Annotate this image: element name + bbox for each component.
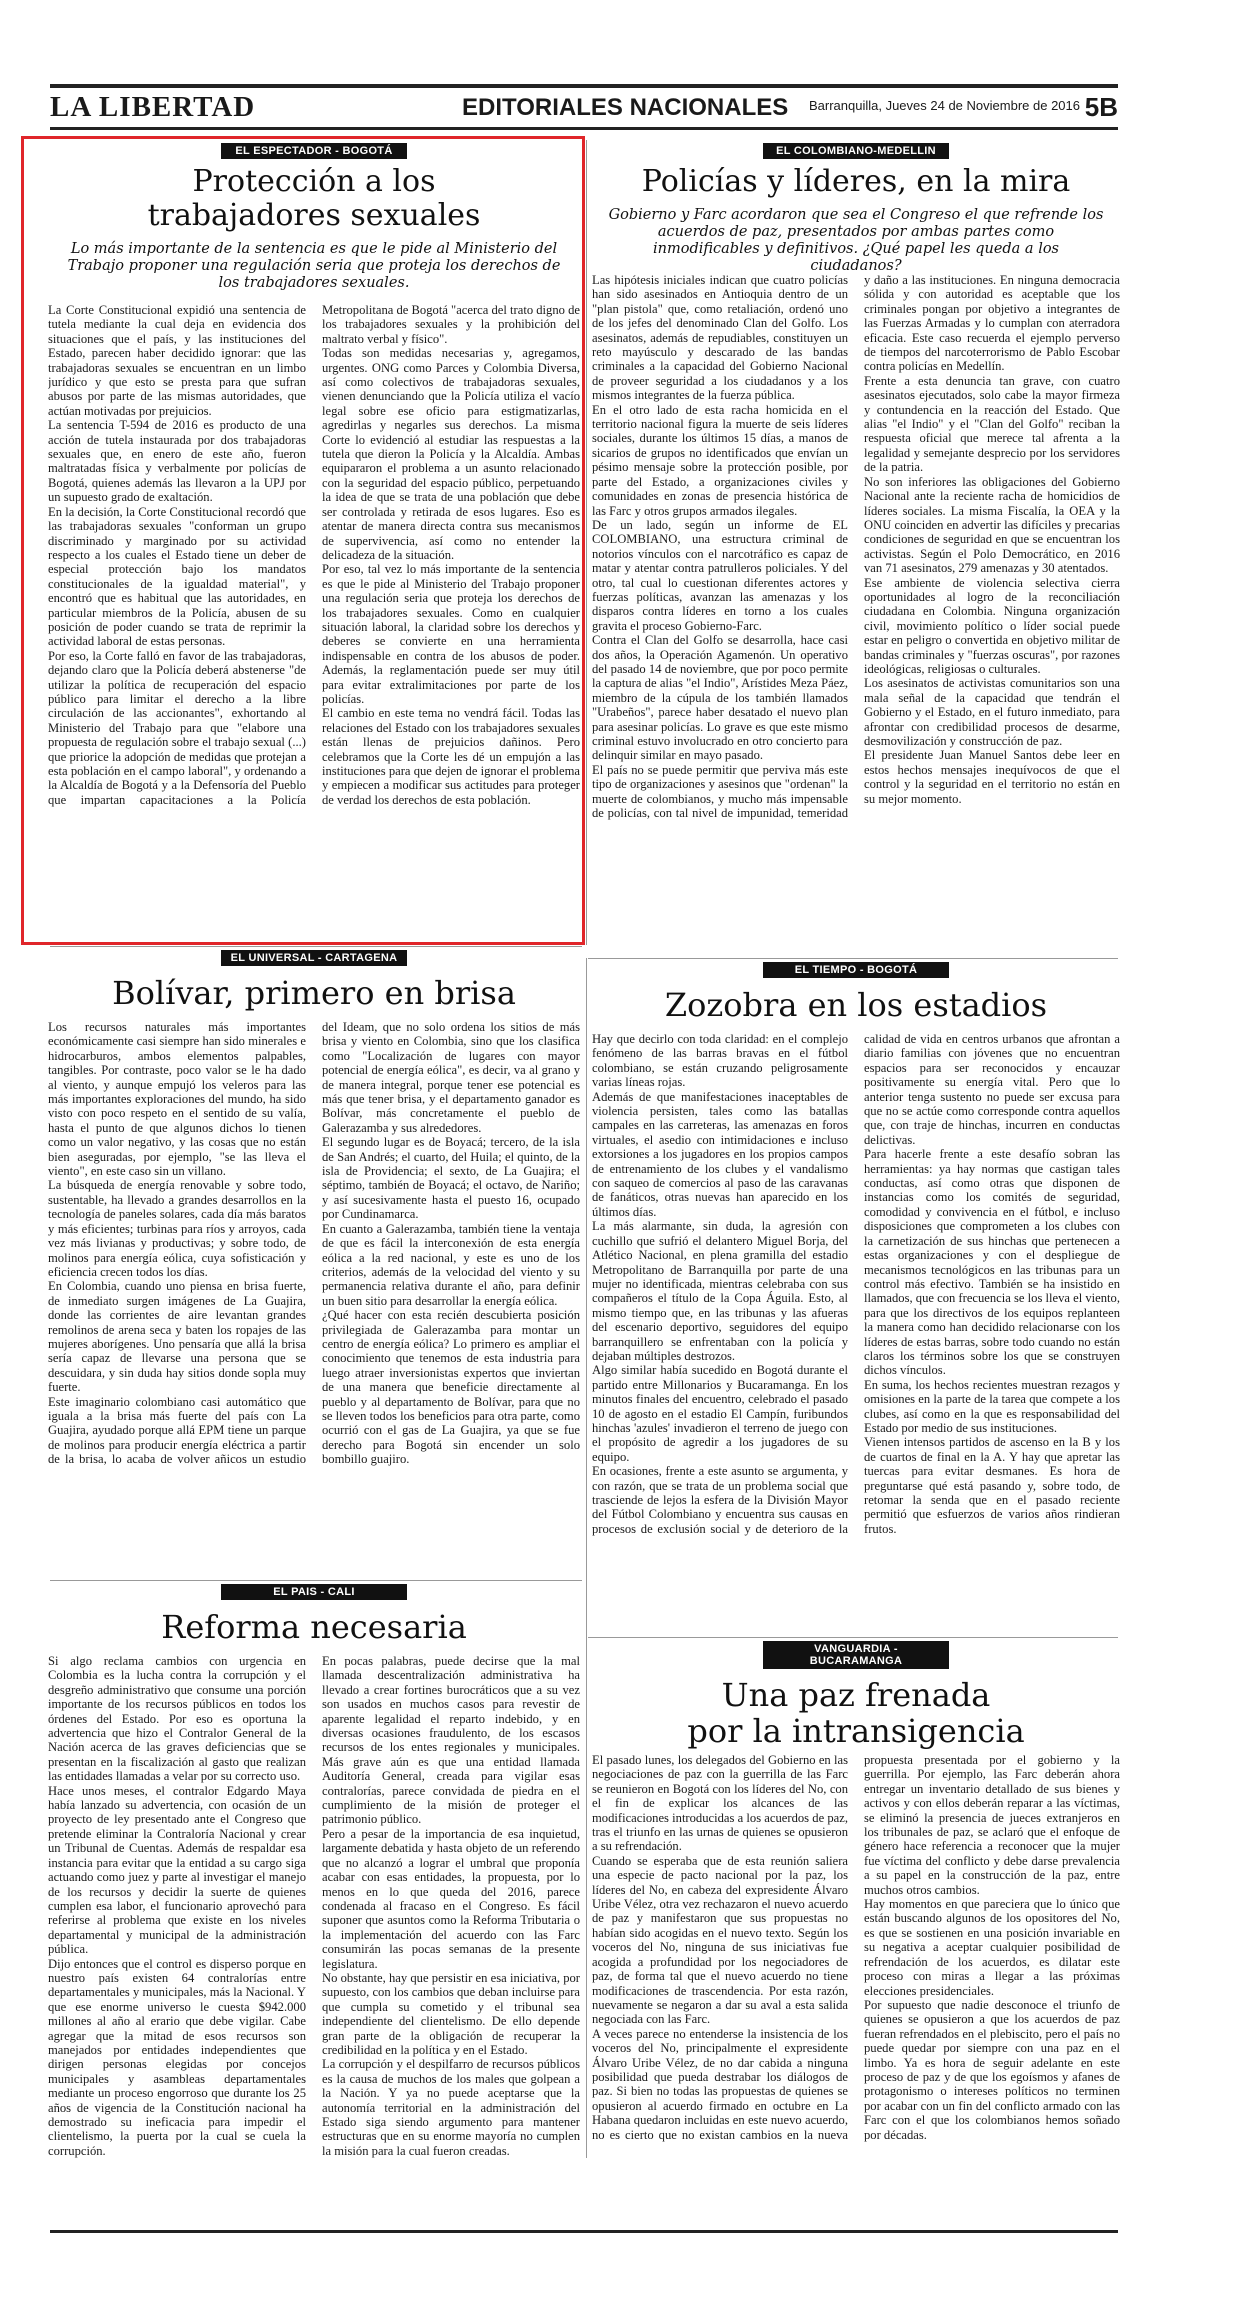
body-paragraph: Frente a esta denuncia tan grave, con cuatro asesinatos ejecutados, solo cabe la mayor firmeza y contundencia en la reacción del Estado. Que alias "el Indio" y el "Clan del Golfo" reciban la respuesta oficial que merece tal afrenta a la legalidad y semejante desprecio por los servidores de la patria. xyxy=(864,373,1120,475)
article-espectador xyxy=(48,143,580,938)
issue-date: Barranquilla, Jueves 24 de Noviembre de 2016 xyxy=(808,98,1080,113)
body-paragraph: No son inferiores las obligaciones del Gobierno Nacional ante la reciente racha de homicidios de líderes sociales. La misma Fiscalía, la OEA y la ONU coinciden en advertir las difíciles y precarias condiciones de seguridad en que se encuentran los activistas. Según el Polo Democrático, en 2016 van 71 asesinatos, 279 amenazas y 30 atentados. xyxy=(864,474,1120,576)
section-divider xyxy=(50,946,582,947)
newspaper-name: LA LIBERTAD xyxy=(50,91,256,123)
page-number: 5B xyxy=(1084,92,1118,122)
body-paragraph: Ese ambiente de violencia selectiva cierra oportunidades al logro de la reconciliación ciudadana en Colombia. Ninguna organización civil, movimiento político o líder social puede estar en peligro o convertida en objetivo militar de bandas criminales y "fuerzas oscuras", por razones ideológicas, religiosas o culturales. xyxy=(864,575,1120,676)
body-paragraph: La corrupción y el despilfarro de recursos públicos es la causa de muchos de los males que golpean a la Nación. Y ya no puede aceptarse que la autonomía territorial en la administración del Estado siga siendo argumento para mantener estructuras que en su enorme mayoría no cumplen la misión para la cual fueron creadas. xyxy=(322,2057,580,2158)
column-divider xyxy=(586,958,587,2158)
body-paragraph: Hay momentos en que pareciera que lo único que están buscando algunos de los opositores del No, es que se sostienen en una posición invariable en su negativa a aceptar cualquier posibilidad de refrendación de los acuerdos, es dilatar este proceso con miras a llegar a las próximas elecciones presidenciales. xyxy=(864,1897,1120,1998)
body-paragraph: Vienen intensos partidos de ascenso en la B y los de cuartos de final en la A. Y hay que apretar las tuercas para evitar desmanes. Es hora de preguntarse qué está pasando y, sobre todo, de retomar la senda que en el pasado reciente permitió que esfuerzos de varios años rindieran frutos. xyxy=(864,1435,1120,1536)
source-tag: EL ESPECTADOR - BOGOTÁ xyxy=(221,143,407,159)
body-paragraph: La búsqueda de energía renovable y sobre todo, sustentable, ha llevado a grandes desarrollos en la tecnología de paneles solares, cada día más baratos y más eficientes; turbinas para ríos y arroyos, cada vez más livianas y productivas; y sobre todo, de molinos para energía eólica, cuya sofisticación y eficiencia crecen todos los días. xyxy=(48,1178,306,1279)
body-paragraph: En cuanto a Galerazamba, también tiene la ventaja de que es fácil la interconexión de esta energía eólica a la red nacional, y este es uno de los criterios, además de la velocidad del viento y su permanencia relativa durante el año, para definir un buen sitio para desarrollar la energía eólica. xyxy=(322,1221,580,1308)
body-paragraph: En el otro lado de esta racha homicida en el territorio nacional figura la muerte de seis líderes sociales, durante los últimos 15 días, a manos de sicarios de grupos no identificados que envían un pésimo mensaje sobre la protección posible, por parte del Estado, a organizaciones civiles y comunidades en zonas de presencia histórica de las Farc y otros grupos armados ilegales. xyxy=(592,402,848,518)
section-title: EDITORIALES NACIONALES xyxy=(462,94,789,121)
body-paragraph: En Colombia, cuando uno piensa en brisa fuerte, de inmediato surgen imágenes de La Guajira, donde las corrientes de aire levantan grandes remolinos de arena seca y baten los ropajes de las mujeres aborígenes. Uno pensaría que allá la brisa sería capaz de llevarse una persona que se descuidara, y sin duda hay sitios donde sopla muy fuerte. xyxy=(48,1279,306,1395)
article-body xyxy=(592,1032,1120,1632)
source-tag: EL TIEMPO - BOGOTÁ xyxy=(763,962,949,978)
body-paragraph: En la decisión, la Corte Constitucional recordó que las trabajadoras sexuales "conforman un grupo discriminado y marginado por su actividad respecto a los cuales el Estado tiene un deber de especial protección bajo los mandatos constitucionales de la igualdad material", y encontró que es habitual que las autoridades, en particular miembros de la Policía, abusen de su posición de poder cuando se trata de reprimir la actividad laboral de estas personas. xyxy=(48,504,306,649)
body-paragraph: Hay que decirlo con toda claridad: en el complejo fenómeno de las barras bravas en el fútbol colombiano, se están cruzando peligrosamente varias líneas rojas. xyxy=(592,1032,848,1090)
article-headline: Reforma necesaria xyxy=(161,1608,467,1646)
article-vanguardia xyxy=(592,1641,1120,2228)
body-paragraph: A veces parece no entenderse la insistencia de los voceros del No, principalmente el expresidente Álvaro Uribe Vélez, de no dar cabida a ninguna posibilidad que pueda destrabar los diálogos de paz. Si bien no todas las propuestas de quienes se opusieron al acuerdo firmado en octubre en La Habana quedaron incluidas en este nuevo acuerdo, no es cierto que no existan cambios en la nueva propuesta presentada por el gobierno y la guerrilla. Por ejemplo, las Farc deberán ahora entregar un inventario detallado de sus bienes y activos y con ellos deberán reparar a las víctimas, se eliminó la presencia de jueces extranjeros en los tribunales de paz, se aclaró que el enfoque de género hace referencia a reconocer que la mujer fue víctima del conflicto y debe darse prevalencia a su papel en la construcción de la paz, entre muchos otros cambios. xyxy=(592,1753,1120,2142)
body-paragraph: El presidente Juan Manuel Santos debe leer en estos hechos mensajes inequívocos de que el control y la seguridad en el territorio no están en su mejor momento. xyxy=(864,748,1120,806)
body-paragraph: La sentencia T-594 de 2016 es producto de una acción de tutela instaurada por dos trabajadoras sexuales que, en enero de este año, fueron maltratadas física y verbalmente por policías de Bogotá, quienes además las llevaron a la UPJ por un supuesto grado de exaltación. xyxy=(48,418,306,505)
body-paragraph: Cuando se esperaba que de esta reunión saliera una especie de pacto nacional por la paz, los líderes del No, en cabeza del expresidente Álvaro Uribe Vélez, otra vez rechazaron el nuevo acuerdo de paz y manifestaron que sus propuestas no habían sido acogidas en el nuevo texto. Según los voceros del No, ninguna de sus iniciativas fue acogida a profundidad por los negociadores de paz, de forma tal que el nuevo acuerdo no tiene modificaciones de trascendencia. Por esta razón, nuevamente se negaron a dar su aval a esta salida negociada con las Farc. xyxy=(592,1853,848,2027)
bottom-rule xyxy=(50,2230,1118,2233)
body-paragraph: En ocasiones, frente a este asunto se argumenta, y con razón, que se trata de un problema social que trasciende de lejos la esfera de la División Mayor del Fútbol Colombiano y encuentra sus causas en procesos de exclusión social y de deterioro de la calidad de vida en centros urbanos que afrontan a diario familias con jóvenes que no encuentran espacios para ser reconocidos y encauzar positivamente su energía vital. Pero que lo anterior tenga sustento no puede ser excusa para que no se actúe como corresponde contra aquellos que, con traje de hinchas, incurren en conductas delictivas. xyxy=(592,1032,1120,1536)
body-paragraph: Por eso, la Corte falló en favor de las trabajadoras, dejando claro que la Policía deberá abstenerse "de utilizar la política de recuperación del espacio público para limitar el derecho a la libre circulación de las accionantes", exhortando al Ministerio del Trabajo para que "elabore una propuesta de regulación sobre el trabajo sexual (...) que priorice la adopción de medidas que protejan a esta población en el campo laboral", y ordenando a la Alcaldía de Bogotá y a la Defensoría del Pueblo que impartan capacitaciones a la Policía Metropolitana de Bogotá "acerca del trato digno de los trabajadores sexuales y la prohibición del maltrato verbal y físico". xyxy=(48,303,580,807)
source-tag: EL UNIVERSAL - CARTAGENA xyxy=(221,950,407,966)
source-tag: EL COLOMBIANO-MEDELLIN xyxy=(763,143,949,159)
source-tag: VANGUARDIA - BUCARAMANGA xyxy=(763,1641,949,1669)
body-paragraph: Hace unos meses, el contralor Edgardo Maya había lanzado su advertencia, con ocasión de un proyecto de ley presentado ante el Congreso que pretende eliminar la Contraloría Nacional y crear un Tribunal de Cuentas. Además de respaldar esa instancia para evitar que la entidad a su cargo siga actuando como juez y parte al investigar el manejo de los recursos y decidir la suerte de quienes cumplen esa labor, el funcionario aprovechó para referirse al problema que existe en los niveles departamental y municipal de la administración pública. xyxy=(48,1783,306,1957)
body-paragraph: La Corte Constitucional expidió una sentencia de tutela mediante la cual deja en evidencia dos situaciones que el país, y las instituciones del Estado, parecen haber decidido ignorar: que las trabajadoras sexuales se encuentran en un limbo jurídico y que esto se presta para que sufran abusos por parte de las mismas autoridades, que actúan motivadas por prejuicios. xyxy=(48,303,306,418)
body-paragraph: La más alarmante, sin duda, la agresión con cuchillo que sufrió el delantero Miguel Borja, del Atlético Nacional, en plena gramilla del estadio Metropolitano de Barranquilla por parte de una mujer no identificada, mientras celebraba con sus compañeros el título de la Copa Águila. Esto, al mismo tiempo que, en las tribunas y las afueras del escenario deportivo, seguidores del equipo barranquillero se enfrentaban con la policía y dejaban múltiples destrozos. xyxy=(592,1219,848,1363)
body-paragraph: En suma, los hechos recientes muestran rezagos y omisiones en la parte de la tarea que compete a los clubes, así como en la que es responsabilidad del Estado por medio de sus instituciones. xyxy=(864,1377,1120,1435)
article-headline: Una paz frenada por la intransigencia xyxy=(687,1676,1025,1750)
article-colombiano xyxy=(592,143,1120,948)
body-paragraph: Para hacerle frente a este desafío sobran las herramientas: ya hay normas que castigan tales conductas, así como otras que disponen de instancias como los comités de seguridad, comodidad y convivencia en el fútbol, e incluso disposiciones que comprometen a los clubes con la carnetización de sus hinchas que pertenecen a estas organizaciones y con el despliegue de mecanismos tecnológicos en las tribunas para un control más efectivo. También se ha insistido en llamados, que con frecuencia se los lleva el viento, para que los directivos de los equipos replanteen la manera como han decidido relacionarse con los líderes de estas barras, sobre todo cuando no están claros los términos sobre los que se construyen dichos vínculos. xyxy=(864,1147,1120,1378)
article-body xyxy=(592,1753,1120,2228)
body-paragraph: Las hipótesis iniciales indican que cuatro policías han sido asesinados en Antioquia dentro de un "plan pistola" que, como retaliación, ordenó uno de los jefes del denominado Clan del Golfo. Los asesinatos, además de repudiables, constituyen un reto mayúsculo y descarado de las bandas criminales a la capacidad del Gobierno Nacional de proveer seguridad a los ciudadanos y a los mismos integrantes de la fuerza pública. xyxy=(592,273,848,403)
article-headline: Zozobra en los estadios xyxy=(664,986,1048,1024)
body-paragraph: ¿Qué hacer con esta recién descubierta posición privilegiada de Galerazamba para montar un centro de energía eólica? Lo primero es ampliar el conocimiento que tenemos de esta industria para luego atraer inversionistas expertos que inviertan de una manera que beneficie directamente al pueblo y al departamento de Bolívar, para que no se lleven todos los beneficios para otra parte, como ocurrió con el gas de La Guajira, ya que se fue derecho para Bogotá sin encender un solo bombillo guajiro. xyxy=(322,1308,580,1467)
body-paragraph: Por supuesto que nadie desconoce el triunfo de quienes se opusieron a que los acuerdos de paz fueran refrendados en el plebiscito, pero el país no puede quedar por siempre con una paz en el limbo. Ya es hora de seguir adelante en este proceso de paz y de que los egoísmos y afanes de protagonismo o intereses políticos no terminen por acabar con un fin del conflicto armado con las Farc con el que los colombianos hemos soñado por décadas. xyxy=(864,1997,1120,2142)
body-paragraph: No obstante, hay que persistir en esa iniciativa, por supuesto, con los cambios que deban incluirse para que cumpla su cometido y el tribunal sea independiente del clientelismo. De ello depende gran parte de la obligación de recuperar la credibilidad en la política y en el Estado. xyxy=(322,1970,580,2057)
article-body xyxy=(48,1020,580,1576)
body-paragraph: De un lado, según un informe de EL COLOMBIANO, una estructura criminal de notorios vínculos con el narcotráfico es capaz de matar y atentar contra patrulleros policiales. Y del otro, tal cual lo cuestionan diferentes actores y fuerzas políticas, avanzan las amenazas y los disparos contra líderes en torno a los cuales gravita el proceso Gobierno-Farc. xyxy=(592,517,848,633)
article-headline: Bolívar, primero en brisa xyxy=(112,974,516,1012)
body-paragraph: Por eso, tal vez lo más importante de la sentencia es que le pide al Ministerio del Trabajo proponer una regulación seria que proteja los derechos de los trabajadores sexuales. Como en cualquier situación laboral, la claridad sobre los derechos y deberes se convierte en una herramienta indispensable en contra de los abusos de poder. Además, la reglamentación puede ser muy útil para evitar extralimitaciones por parte de los policías. xyxy=(322,562,580,706)
body-paragraph: El cambio en este tema no vendrá fácil. Todas las relaciones del Estado con los trabajadores sexuales están llenas de prejuicios dañinos. Pero celebramos que la Corte les dé un empujón a las instituciones para que dejen de ignorar el problema y empiecen a modificar sus actitudes para proteger de verdad los derechos de esta población. xyxy=(322,706,580,807)
body-paragraph: Todas son medidas necesarias y, agregamos, urgentes. ONG como Parces y Colombia Diversa, así como colectivos de trabajadoras sexuales, vienen denunciando que la Policía utiliza el vacío legal sobre ese oficio para estigmatizarlas, agredirlas y negarles sus derechos. La misma Corte lo evidenció al estudiar las respuestas a la tutela que dieron la Policía y la Alcaldía. Ambas equipararon el problema a un asunto relacionado con la seguridad del espacio público, perpetuando la idea de que se trata de una población que debe ser controlada y retirada de esos lugares. Eso es atentar de manera directa contra sus mecanismos de supervivencia, así como no entender la delicadeza de la situación. xyxy=(322,346,580,562)
article-headline: Policías y líderes, en la mira xyxy=(641,164,1071,199)
body-paragraph: Los recursos naturales más importantes económicamente casi siempre han sido minerales e hidrocarburos, ambos elementos palpables, tangibles. Por contraste, poco valor se le ha dado al viento, y aunque empujó los veleros para las más importantes exploraciones del mundo, ha sido visto con poco respeto en el sentido de su valía, hasta el punto de que algunos dichos lo tienen como un valor negativo, y las cosas que no están bien aseguradas, por ejemplo, "se las lleva el viento", en este caso sin un villano. xyxy=(48,1020,306,1179)
body-paragraph: En pocas palabras, puede decirse que la mal llamada descentralización administrativa ha llevado a crear fortines burocráticos que a su vez son usados en muchos casos para revestir de aparente legalidad el reparto indebido, y en diversas ocasiones fraudulento, de los escasos recursos de los entes regionales y municipales. Más grave aún es que una entidad llamada Auditoría General, creada para vigilar esas contralorías, parece convidada de piedra en el cumplimiento de la misión de proteger el patrimonio público. xyxy=(322,1654,580,1827)
body-paragraph: Pero a pesar de la importancia de esa inquietud, largamente debatida y hasta objeto de un referendo que no alcanzó a lograr el umbral que proponía acabar con esas entidades, la propuesta, por lo menos en lo que queda del 2016, parece condenada al fracaso en el Congreso. Es fácil suponer que asuntos como la Reforma Tributaria o la implementación del acuerdo con las Farc consumirán las pocas semanas de la presente legislatura. xyxy=(322,1826,580,1971)
body-paragraph: Además de que manifestaciones inaceptables de violencia persisten, tales como las batallas campales en las carreteras, las amenazas en foros virtuales, el asedio con intimidaciones e incluso extorsiones a los jugadores en los propios campos de entrenamiento de los clubes y el vandalismo con saqueo de comercios al paso de las caravanas de fanáticos, otras nuevas han aparecido en los últimos días. xyxy=(592,1089,848,1219)
masthead xyxy=(50,90,1118,124)
article-lede: Lo más importante de la sentencia es que le pide al Ministerio del Trabajo proponer una regulación seria que proteja los derechos de los trabajadores sexuales. xyxy=(67,241,561,291)
article-body xyxy=(592,273,1120,945)
article-body xyxy=(48,1654,580,2228)
section-divider xyxy=(588,958,1118,959)
body-paragraph: El pasado lunes, los delegados del Gobierno en las negociaciones de paz con la guerrilla de las Farc se reunieron en Bogotá con los líderes del No, con el fin de explicar los alcances de las modificaciones introducidas a los acuerdos de paz, tras el triunfo en las urnas de quienes se opusieron a su refrendación. xyxy=(592,1753,848,1854)
body-paragraph: Dijo entonces que el control es disperso porque en nuestro país existen 64 contralorías entre departamentales y municipales, más la Nacional. Y que ese enorme universo le cuesta $942.000 millones al año al erario que debe vigilar. Cabe agregar que la mitad de esos recursos son manejados por entidades independientes que dirigen personas elegidas por concejos municipales y asambleas departamentales mediante un proceso engorroso que durante los 25 años de vigencia de la Constitución nacional ha demostrado su ineficacia para impedir el clientelismo, la puerta por la cual se cuela la corrupción. xyxy=(48,1956,306,2158)
body-paragraph: Si algo reclama cambios con urgencia en Colombia es la lucha contra la corrupción y el desgreño administrativo que consume una porción importante de los recursos públicos en todos los órdenes del Estado. Por eso es oportuna la advertencia que hizo el Contralor General de la Nación acerca de las graves deficiencias que se presentan en la fiscalización al gasto que realizan las entidades llamadas a velar por su correcto uso. xyxy=(48,1654,306,1784)
column-divider xyxy=(586,140,587,945)
article-body xyxy=(48,303,580,938)
body-paragraph: Contra el Clan del Golfo se desarrolla, hace casi dos años, la Operación Agamenón. Un operativo del pasado 14 de noviembre, que por poco permite la captura de alias "el Indio", Arístides Meza Páez, miembro de la cúpula de los también llamados "Urabeños", parece haber desatado el nuevo plan para asesinar policías. Lo grave es que este mismo criminal estuvo involucrado en otro concierto para delinquir similar en mayo pasado. xyxy=(592,633,848,763)
body-paragraph: Este imaginario colombiano casi automático que iguala a la brisa más fuerte del país con La Guajira, ayudado porque allá EPM tiene un parque de molinos para producir energía eléctrica a partir de la brisa, lo acaba de volver añicos un estudio del Ideam, que no solo ordena los sitios de más brisa y viento en Colombia, sino que los clasifica como "Localización de lugares con mayor potencial de energía eólica", es decir, va al grano y de manera integral, porque tener ese potencial es más que tener brisa, y el departamento ganador es Bolívar, más concretamente el pueblo de Galerazamba y sus alrededores. xyxy=(48,1020,580,1467)
section-divider xyxy=(588,1637,1118,1638)
source-tag: EL PAIS - CALI xyxy=(221,1584,407,1600)
article-universal xyxy=(48,950,580,1576)
article-tiempo xyxy=(592,962,1120,1634)
article-pais xyxy=(48,1584,580,2228)
body-paragraph: Algo similar había sucedido en Bogotá durante el partido entre Millonarios y Bucaramanga. En los minutos finales del encuentro, celebrado el pasado 10 de agosto en el estadio El Campín, furibundos hinchas 'azules' invadieron el terreno de juego con el propósito de agredir a los jugadores de su equipo. xyxy=(592,1363,848,1464)
body-paragraph: El segundo lugar es de Boyacá; tercero, de la isla de San Andrés; el cuarto, del Huila; el quinto, de la isla de Providencia; el sexto, de La Guajira; el séptimo, también de Boyacá; el octavo, de Nariño; y así sucesivamente hasta el puesto 16, ocupado por Cundinamarca. xyxy=(322,1135,580,1222)
section-divider xyxy=(50,1580,582,1581)
body-paragraph: El país no se puede permitir que perviva más este tipo de organizaciones y asesinos que "ordenan" la muerte de colombianos, y mucho más impensable de policías, con tal nivel de impunidad, temeridad y daño a las instituciones. En ninguna democracia sólida y con autoridad es aceptable que los criminales pongan por objetivo a integrantes de las Fuerzas Armadas y lo cumplan con aterradora eficacia. Este caso recuerda el ejemplo perverso de tiempos del narcoterrorismo de Pablo Escobar contra policías en Medellín. xyxy=(592,273,1120,821)
article-headline: Protección a los trabajadores sexuales xyxy=(147,164,481,233)
top-rule xyxy=(50,84,1118,88)
body-paragraph: Los asesinatos de activistas comunitarios son una mala señal de la capacidad que tendrán el Gobierno y el Estado, en el futuro inmediato, para afrontar con credibilidad procesos de desarme, desmovilización y construcción de paz. xyxy=(864,676,1120,748)
article-lede: Gobierno y Farc acordaron que sea el Congreso el que refrende los acuerdos de paz, presentados por ambas partes como inmodificables y definitivos. ¿Qué papel les queda a los ciudadanos? xyxy=(608,207,1104,274)
masthead-bottom-rule xyxy=(50,127,1118,130)
